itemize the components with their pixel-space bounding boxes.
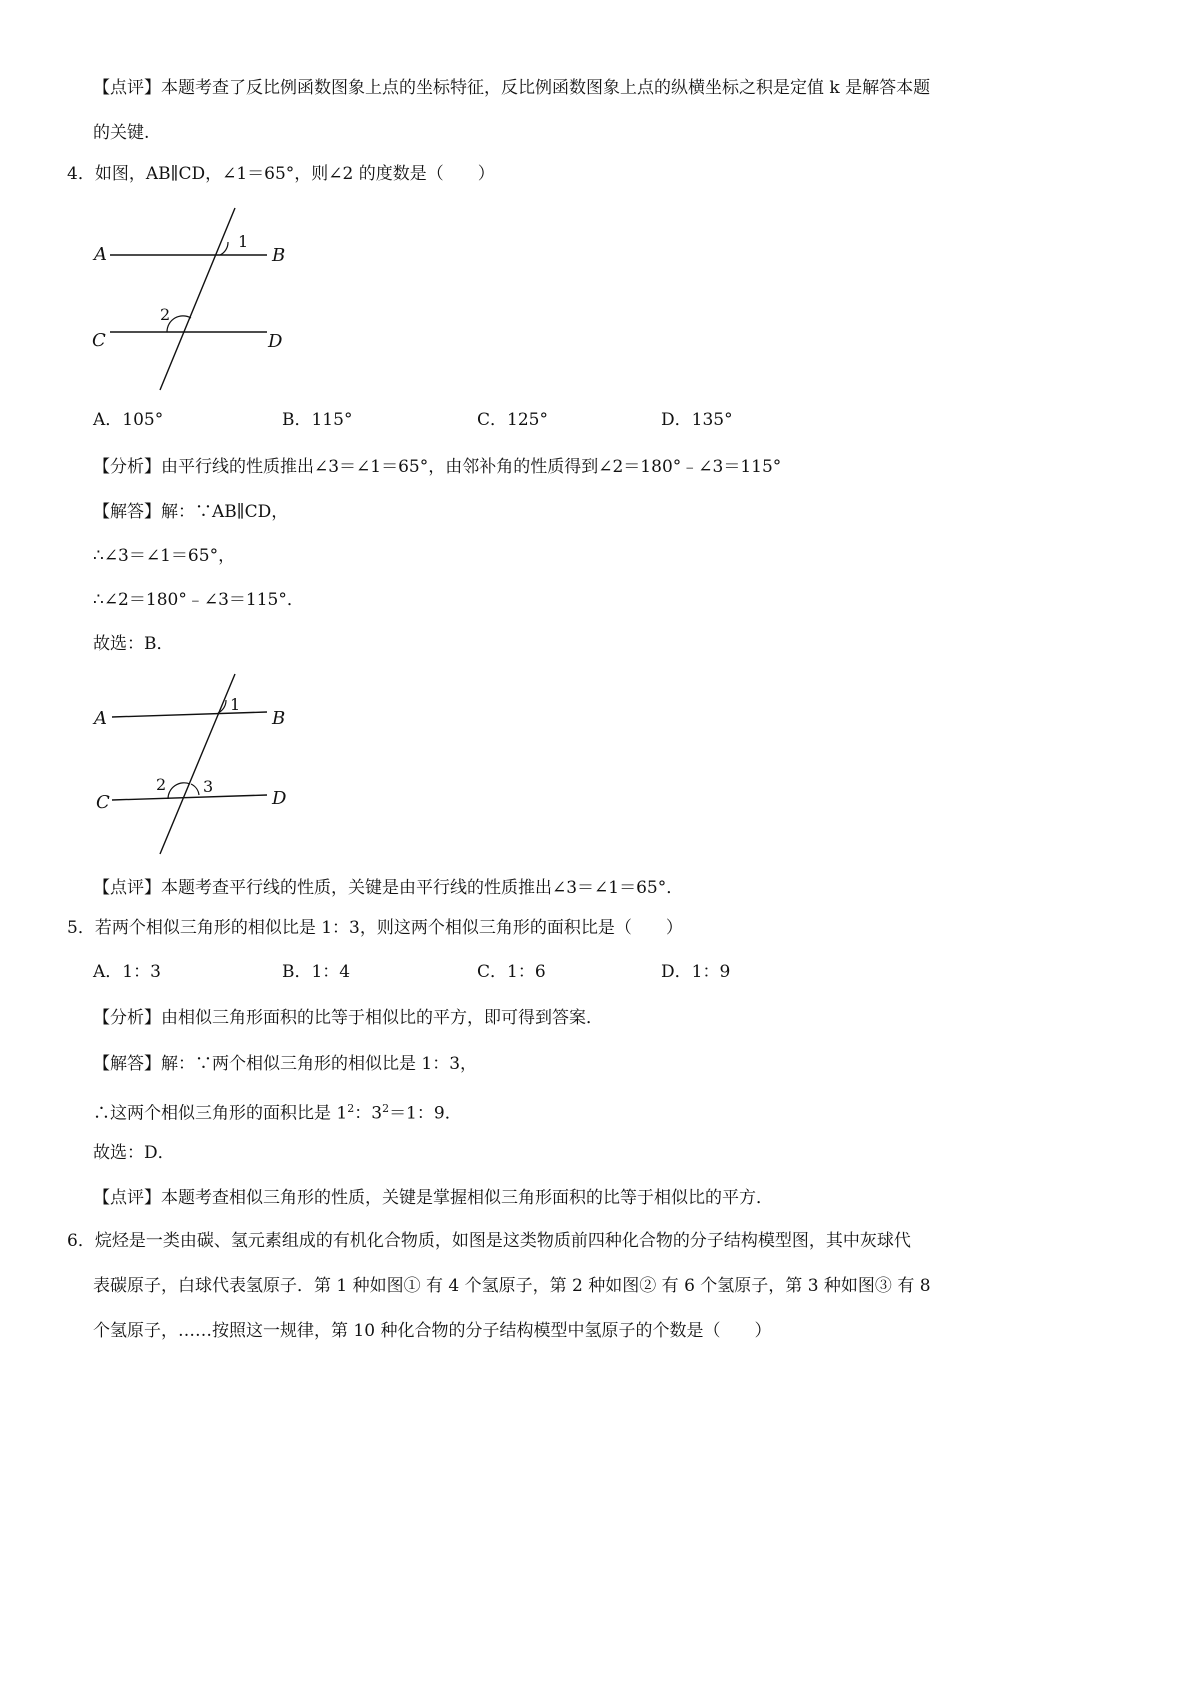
label-b: B bbox=[272, 708, 286, 729]
option-b: B．115° bbox=[282, 410, 353, 430]
question-6-stem: 6．烷烃是一类由碳、氢元素组成的有机化合物质，如图是这类物质前四种化合物的分子结构模型图，其中灰球代 bbox=[67, 1231, 911, 1251]
option-d: D．1：9 bbox=[661, 962, 731, 982]
option-a: A．1：3 bbox=[93, 962, 161, 982]
comment-line: 【点评】本题考查了反比例函数图象上点的坐标特征，反比例函数图象上点的纵横坐标之积是定值 k 是解答本题 bbox=[93, 78, 931, 98]
comment-line: 的关键. bbox=[93, 123, 150, 143]
question-6-stem: 表碳原子，白球代表氢原子．第 1 种如图① 有 4 个氢原子，第 2 种如图② 有 6 个氢原子，第 3 种如图③ 有 8 bbox=[93, 1276, 931, 1296]
label-b: B bbox=[272, 245, 286, 266]
answer-line: ∴∠3＝∠1＝65°， bbox=[93, 546, 236, 566]
label-c: C bbox=[96, 792, 110, 813]
line-ab bbox=[112, 712, 267, 717]
option-d: D．135° bbox=[661, 410, 733, 430]
label-c: C bbox=[92, 330, 106, 351]
exponent: 2 bbox=[347, 1102, 355, 1115]
answer-choice: 故选：B． bbox=[93, 634, 174, 654]
answer-text: ＝1：9． bbox=[389, 1103, 462, 1124]
parallel-lines-figure-2 bbox=[90, 668, 320, 860]
label-angle-2: 2 bbox=[160, 305, 171, 324]
label-angle-1: 1 bbox=[238, 232, 249, 251]
label-a: A bbox=[94, 244, 107, 265]
answer-text: ：3 bbox=[354, 1103, 383, 1124]
analysis-text: 【分析】由相似三角形面积的比等于相似比的平方，即可得到答案． bbox=[93, 1008, 603, 1028]
parallel-lines-figure-1 bbox=[90, 200, 320, 400]
answer-choice: 故选：D． bbox=[93, 1143, 175, 1163]
transversal-line bbox=[160, 674, 235, 854]
question-6-stem: 个氢原子，……按照这一规律，第 10 种化合物的分子结构模型中氢原子的个数是（ ） bbox=[93, 1321, 772, 1341]
option-c: C．125° bbox=[477, 410, 548, 430]
option-a: A．105° bbox=[93, 410, 164, 430]
label-angle-1: 1 bbox=[230, 695, 241, 714]
label-a: A bbox=[94, 708, 107, 729]
option-b: B．1：4 bbox=[282, 962, 351, 982]
analysis-text: 【分析】由平行线的性质推出∠3＝∠1＝65°，由邻补角的性质得到∠2＝180°﹣∠3＝115° bbox=[93, 457, 782, 477]
answer-line: 【解答】解：∵AB∥CD， bbox=[93, 502, 289, 522]
line-cd bbox=[112, 795, 267, 800]
answer-text: ∴这两个相似三角形的面积比是 1 bbox=[93, 1103, 348, 1124]
question-5-stem: 5．若两个相似三角形的相似比是 1：3，则这两个相似三角形的面积比是（ ） bbox=[67, 918, 683, 938]
question-4-stem: 4．如图，AB∥CD，∠1＝65°，则∠2 的度数是（ ） bbox=[67, 164, 495, 184]
angle-3-arc bbox=[191, 784, 199, 795]
answer-line bbox=[93, 1096, 462, 1127]
label-angle-2: 2 bbox=[156, 775, 167, 794]
transversal-line bbox=[160, 208, 235, 390]
angle-1-arc bbox=[220, 242, 228, 255]
label-angle-3: 3 bbox=[203, 777, 214, 796]
comment-text: 【点评】本题考查相似三角形的性质，关键是掌握相似三角形面积的比等于相似比的平方． bbox=[93, 1188, 773, 1208]
option-c: C．1：6 bbox=[477, 962, 546, 982]
label-d: D bbox=[268, 331, 283, 352]
exponent: 2 bbox=[382, 1102, 390, 1115]
comment-text: 【点评】本题考查平行线的性质，关键是由平行线的性质推出∠3＝∠1＝65°． bbox=[93, 878, 684, 898]
label-d: D bbox=[272, 788, 287, 809]
answer-line: 【解答】解：∵两个相似三角形的相似比是 1：3， bbox=[93, 1054, 478, 1074]
answer-line: ∴∠2＝180°﹣∠3＝115°． bbox=[93, 590, 304, 610]
